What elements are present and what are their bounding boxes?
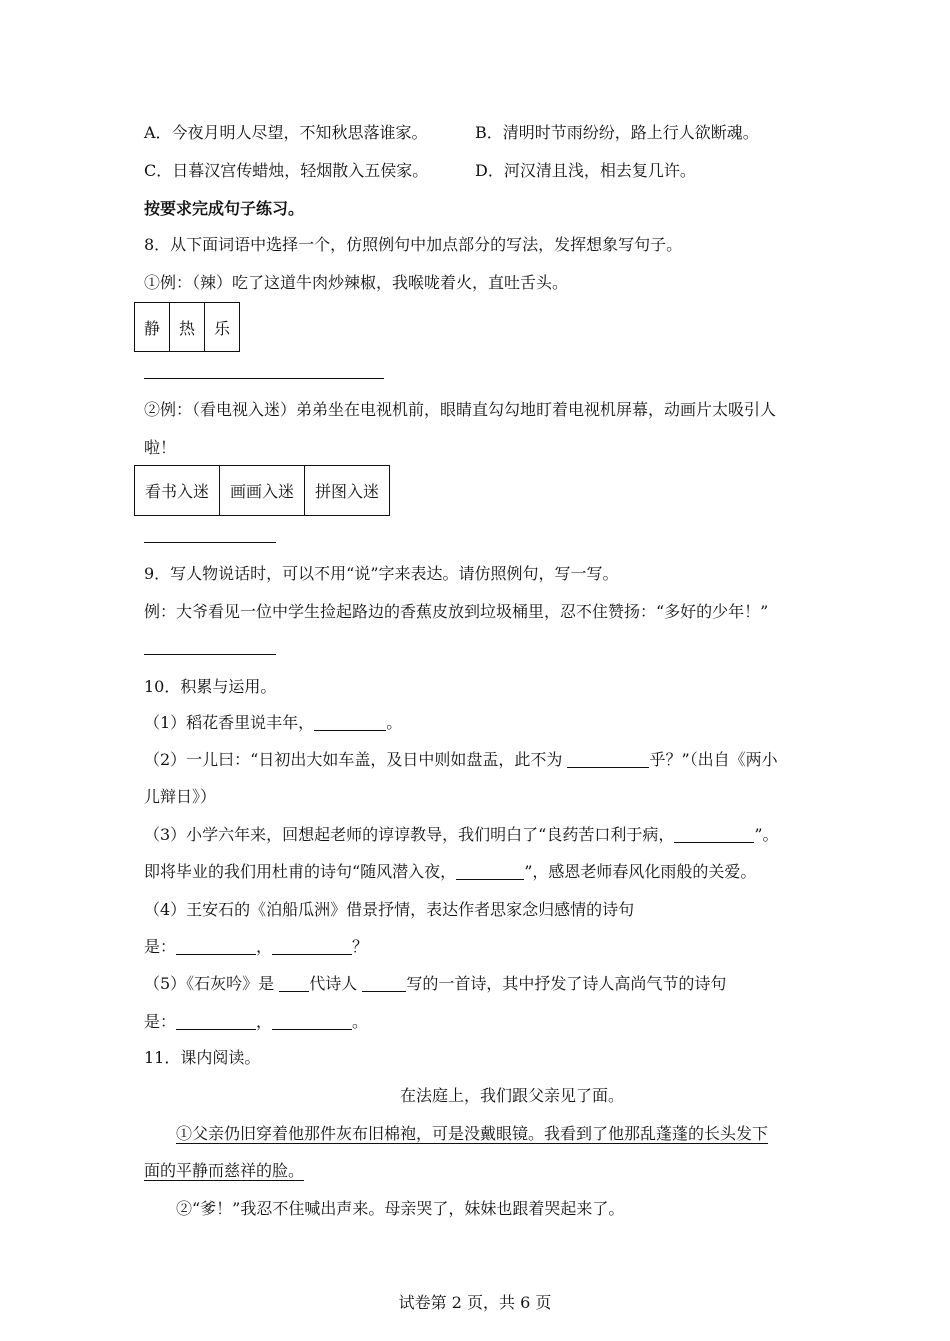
blank[interactable] [567,751,649,768]
q10-part5-comma: ， [256,1012,273,1031]
q10-title: 10．积累与运用。 [144,677,277,696]
q8-example-2-line1: ②例：（看电视入迷）弟弟坐在电视机前，眼睛直勾勾地盯着电视机屏幕，动画片太吸引人 [144,400,777,419]
q10-part3-text-d: ”，感恩老师春风化雨般的关爱。 [524,862,757,881]
q10-part2 [144,750,778,770]
q10-part5-line2 [144,1012,368,1032]
blank[interactable] [362,975,406,992]
blank[interactable] [674,826,754,843]
blank[interactable] [456,863,524,880]
blank[interactable] [272,938,352,955]
q8-example-2-line2: 啦！ [144,438,177,457]
q10-part4: （4）王安石的《泊船瓜洲》借景抒情，表达作者思家念归感情的诗句 [144,900,635,919]
answer-line-q9[interactable] [144,654,276,655]
q8-prompt: 8．从下面词语中选择一个，仿照例句中加点部分的写法，发挥想象写句子。 [144,235,683,254]
q10-part5-text-b: 代诗人 [309,974,363,993]
blank[interactable] [176,938,256,955]
q10-part3-text-c: 即将毕业的我们用杜甫的诗句“随风潜入夜， [144,862,457,881]
q10-part3-line2 [144,862,756,882]
option-c: C．日暮汉宫传蜡烛，轻烟散入五侯家。 [144,161,429,180]
section-heading: 按要求完成句子练习。 [144,199,305,218]
option-a: A．今夜月明人尽望，不知秋思落谁家。 [144,123,428,142]
q9-example: 例：大爷看见一位中学生捡起路边的香蕉皮放到垃圾桶里，忍不住赞扬：“多好的少年！” [144,602,769,621]
q10-part5-end: 。 [352,1012,369,1031]
q10-part1 [144,713,402,733]
option-d: D．河汉清且浅，相去复几许。 [475,161,696,180]
blank[interactable] [272,1013,352,1030]
q10-part1-end: 。 [386,713,403,732]
q10-part4-comma: ， [256,937,273,956]
option-b: B．清明时节雨纷纷，路上行人欲断魂。 [475,123,759,142]
q8-example-1: ①例：（辣）吃了这道牛肉炒辣椒，我喉咙着火，直吐舌头。 [144,273,569,292]
answer-line-q8-1[interactable] [144,378,384,379]
word-box-1-cell: 静 [135,303,170,352]
q10-part2-text-b: 乎？”（出自《两小 [649,750,778,769]
answer-line-q8-2[interactable] [144,542,276,543]
q10-part3-text: （3）小学六年来，回想起老师的谆谆教导，我们明白了“良药苦口利于病， [144,825,675,844]
word-box-2-cell: 看书入迷 [135,466,220,516]
word-box-2 [134,465,390,516]
q10-part3-text-b: ”。 [754,825,779,844]
q10-part5-text-d: 是： [144,1012,177,1031]
q10-part4-end: ？ [352,937,369,956]
word-box-2-cell: 画画入迷 [220,466,305,516]
passage-para1-line1: ①父亲仍旧穿着他那件灰布旧棉袍，可是没戴眼镜。我看到了他那乱蓬蓬的长头发下 [176,1124,769,1143]
q10-part4-line2 [144,937,368,957]
q10-part4-text-b: 是： [144,937,177,956]
blank[interactable] [279,975,309,992]
q10-part2-line2: 儿辩日》） [144,787,217,806]
blank[interactable] [176,1013,256,1030]
word-box-1 [134,302,240,352]
q10-part2-text: （2）一儿曰：“日初出大如车盖，及日中则如盘盂，此不为 [144,750,568,769]
q9-prompt: 9．写人物说话时，可以不用“说”字来表达。请仿照例句，写一写。 [144,564,619,583]
q10-part5-text-c: 写的一首诗，其中抒发了诗人高尚气节的诗句 [406,974,727,993]
blank[interactable] [314,714,386,731]
passage-para1-line2: 面的平静而慈祥的脸。 [144,1161,305,1180]
q10-part5 [144,974,726,994]
word-box-1-cell: 乐 [205,303,240,352]
word-box-2-cell: 拼图入迷 [305,466,390,516]
q10-part3 [144,825,779,845]
q10-part5-text: （5）《石灰吟》是 [144,974,280,993]
passage-para2: ②“爹！”我忍不住喊出声来。母亲哭了，妹妹也跟着哭起来了。 [176,1199,625,1218]
page-footer: 试卷第 2 页，共 6 页 [398,1293,552,1312]
passage-title: 在法庭上，我们跟父亲见了面。 [400,1086,625,1105]
q11-title: 11．课内阅读。 [144,1048,261,1067]
word-box-1-cell: 热 [170,303,205,352]
q10-part1-text: （1）稻花香里说丰年， [144,713,315,732]
